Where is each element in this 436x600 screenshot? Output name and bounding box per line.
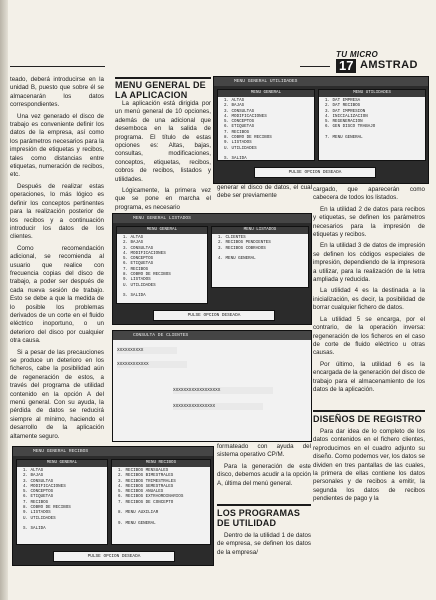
screen-caption: PULSE OPCION DESEADA bbox=[254, 167, 376, 178]
menu-item: 2. RECIBOS PENDIENTES bbox=[218, 241, 271, 246]
heading-bar bbox=[217, 504, 311, 506]
menu-item: S. SALIDA bbox=[23, 527, 46, 532]
form-field: XXXXXXXXXXXXXXXXXX bbox=[173, 387, 273, 394]
menu-item: 7. RECIBOS bbox=[123, 267, 149, 272]
heading-bar bbox=[115, 77, 211, 79]
menu-item: 9. LISTADOS bbox=[224, 141, 252, 146]
paragraph: Para dar idea de lo completo de los datos contenidos en el fichero clientes, reproducimos en el cuadro adjunto su diseño. Como podemos ver, los datos se dividen en tres pantallas de las cuales, la primera de ellas contiene los datos personales y de recibos a emitir, la segunda los datos de recibos pendientes de pago y la bbox=[313, 428, 425, 503]
text-column-2c bbox=[217, 443, 311, 491]
pane-heading: MENU GENERAL bbox=[17, 460, 107, 467]
pane-heading: MENU GENERAL bbox=[117, 227, 207, 234]
text-column-1 bbox=[10, 76, 104, 444]
menu-item: 5. CONCEPTOS bbox=[23, 490, 54, 495]
text-column-2d bbox=[217, 532, 311, 560]
paragraph: Como recomendación adicional, se recomienda al usuario que realice con frecuencia copias del disco de trabajo, a poder ser después de cada nueva sesión de trabajo. Esto se debe a que la medida de lo posible los problemas derivados de un corte en el fluido eléctrico inoportuno, o un deterioro del disco por cualquier otra causa. bbox=[10, 244, 104, 345]
menu-item: 1. ALTAS bbox=[23, 469, 44, 473]
menu-list bbox=[123, 236, 207, 300]
menu-list bbox=[224, 99, 314, 163]
pane-menu-general bbox=[217, 89, 315, 161]
menu-item: U. UTILIDADES bbox=[224, 146, 257, 151]
menu-list bbox=[118, 469, 210, 527]
menu-item: 4. INICIALIZACION bbox=[325, 114, 368, 119]
pane-menu-recibos bbox=[111, 459, 211, 545]
text-column-3b bbox=[313, 428, 425, 507]
menu-item: 5. REGENERACION bbox=[325, 120, 363, 125]
menu-item: 6. RECIBOS EXTRAORDINARIOS bbox=[118, 495, 184, 500]
menu-item: 3. CONSULTAS bbox=[23, 479, 54, 484]
menu-item: 4. MENU GENERAL bbox=[218, 257, 256, 262]
menu-item: 8. COBRO DE RECIBOS bbox=[123, 273, 171, 278]
menu-item: 3. CONSULTAS bbox=[123, 246, 154, 251]
menu-list bbox=[218, 236, 308, 262]
page-header bbox=[300, 50, 428, 74]
text-column-2 bbox=[115, 100, 211, 215]
section-heading-menu-general: MENU GENERAL DE LA APLICACION bbox=[115, 80, 206, 100]
menu-item: 8. COBRO DE RECIBOS bbox=[23, 506, 71, 511]
section-heading-disenos: DISEÑOS DE REGISTRO bbox=[313, 414, 422, 424]
screenshot-listados bbox=[112, 213, 312, 325]
pane-heading: MENU RECIBOS bbox=[112, 460, 210, 467]
paragraph: En la utilidad 3 de datos de impresión se definen los códigos especiales de impresión, dependiendo de la impresora a utilizar, para la realización de la letra ampliada y reducida. bbox=[313, 242, 425, 284]
menu-item: 2. BAJAS bbox=[224, 104, 245, 109]
paragraph: Por último, la utilidad 6 es la encargada de la generación del disco de trabajo para el almacenamiento de los datos de la aplicación. bbox=[313, 360, 425, 393]
screen-title: MENU GENERAL LISTADOS bbox=[113, 214, 311, 223]
menu-item: 9. LISTADOS bbox=[23, 511, 51, 516]
paragraph: Dentro de la utilidad 1 de datos de empresa, se definen los datos de la empresa/ bbox=[217, 532, 311, 556]
menu-item: 8. COBRO DE RECIBOS bbox=[224, 136, 272, 141]
menu-item: 8. MENU AUXILIAR bbox=[118, 511, 159, 516]
menu-item: 1. ALTAS bbox=[123, 236, 144, 240]
pane-menu-utilidades bbox=[318, 89, 426, 161]
menu-item: 6. ETIQUETAS bbox=[224, 125, 255, 130]
paragraph: Una vez generado el disco de trabajo es conveniente definir los datos de la empresa, así como los parámetros necesarios para la impresión de etiquetas y recibos, tales como distancias entre etiquetas, numeración de recibos, etc. bbox=[10, 112, 104, 179]
paragraph: generar el disco de datos, el cual debe ser previamente bbox=[217, 184, 312, 200]
pane-heading: MENU UTILIDADES bbox=[319, 90, 425, 97]
menu-item: 9. LISTADOS bbox=[123, 278, 151, 283]
header-rule bbox=[300, 66, 330, 67]
pane-heading: MENU LISTADOS bbox=[212, 227, 308, 234]
menu-item: 5. CONCEPTOS bbox=[224, 120, 255, 125]
menu-item: 6. GEN DISCO TRABAJO bbox=[325, 125, 376, 130]
form-field: XXXXXXXXXXXXXXXX bbox=[173, 403, 263, 410]
screen-title: MENU GENERAL RECIBOS bbox=[13, 447, 213, 456]
menu-item: S. SALIDA bbox=[224, 157, 247, 162]
screen-title: MENU GENERAL UTILIDADES bbox=[214, 77, 428, 86]
menu-item: 2. RECIBOS BIMESTRALES bbox=[118, 474, 174, 479]
menu-item: 6. ETIQUETAS bbox=[23, 495, 54, 500]
paragraph: cargado, que aparecerán como cabecera de todos los listados. bbox=[313, 186, 425, 202]
page-spine bbox=[0, 0, 8, 600]
brand-label: TU MICRO bbox=[336, 50, 378, 59]
menu-item: S. SALIDA bbox=[123, 294, 146, 299]
screen-title: CONSULTA DE CLIENTES bbox=[113, 331, 311, 340]
screen-caption: PULSE OPCION DESEADA bbox=[53, 551, 175, 562]
menu-item: U. UTILIDADES bbox=[123, 283, 156, 288]
menu-item: 4. MODIFICACIONES bbox=[23, 484, 66, 489]
menu-item: 1. RECIBOS MENSUALES bbox=[118, 469, 169, 473]
menu-item: 1. CLIENTES bbox=[218, 236, 246, 240]
paragraph: La utilidad 5 se encarga, por el contrario, de la operación inversa: regeneración de los ficheros en el caso de corte de fluido eléctrico u otras causas. bbox=[313, 315, 425, 357]
paragraph: La utilidad 4 es la destinada a la inicialización, es decir, la posibilidad de borrar cualquier fichero de datos. bbox=[313, 287, 425, 312]
form-field: XXXXXXXXXX bbox=[117, 347, 177, 354]
paragraph: En la utilidad 2 de datos para recibos y etiquetas, se definen los parámetros necesarios para la impresión de etiquetas y recibos. bbox=[313, 205, 425, 239]
text-column-3 bbox=[313, 186, 425, 397]
paragraph: La aplicación está dirigida por un menú general de 10 opciones, además de una adicional que desemboca en la salida de programa. El título de estas opciones es: Altas, bajas, consultas, modificaciones, conceptos, etiquetas, recibos, cobros de recibos, listados y utilidades. bbox=[115, 100, 211, 183]
menu-list bbox=[23, 469, 107, 533]
menu-item: 2. BAJAS bbox=[123, 241, 144, 246]
paragraph: Después de realizar estas operaciones, lo más lógico es definir los conceptos pertinentes para la realización posterior de los recibos y a continuación introducir los datos de los clientes. bbox=[10, 182, 104, 241]
text-column-2b bbox=[217, 184, 312, 204]
menu-item: 4. MODIFICACIONES bbox=[224, 114, 267, 119]
menu-item: 2. DAT RECIBOS bbox=[325, 104, 361, 109]
menu-item: 3. RECIBOS TRIMESTRALES bbox=[118, 479, 176, 484]
magazine-title: AMSTRAD bbox=[360, 59, 418, 71]
menu-item: 3. CONSULTAS bbox=[224, 109, 255, 114]
menu-item: 7. RECIBOS bbox=[224, 130, 250, 135]
menu-item: 3. DAT IMPRESION bbox=[325, 109, 366, 114]
menu-item: 1. ALTAS bbox=[224, 99, 245, 103]
screenshot-recibos bbox=[12, 446, 214, 566]
screenshot-utilidades bbox=[213, 76, 429, 184]
menu-item: 2. BAJAS bbox=[23, 474, 44, 479]
col1-rule bbox=[10, 66, 105, 67]
page-number: 17 bbox=[336, 59, 356, 73]
menu-item: 3. RECIBOS COBRADOS bbox=[218, 246, 266, 251]
pane-heading: MENU GENERAL bbox=[218, 90, 314, 97]
paragraph: formateado con ayuda del sistema operativo CP/M. bbox=[217, 443, 311, 459]
menu-list bbox=[325, 99, 425, 141]
section-heading-utilidad: LOS PROGRAMAS DE UTILIDAD bbox=[217, 508, 301, 528]
menu-item: 5. RECIBOS ANUALES bbox=[118, 490, 164, 495]
menu-item: 4. RECIBOS SEMESTRALES bbox=[118, 484, 174, 489]
menu-item: 7. MENU GENERAL bbox=[325, 136, 363, 141]
menu-item: 7. RECIBOS DE CONCEPTO bbox=[118, 500, 174, 505]
menu-item: U. UTILIDADES bbox=[23, 516, 56, 521]
paragraph: Si a pesar de las precauciones se produce un deterioro en los ficheros, cabe la posibilidad aún de regeneración de estos, a través del programa de utilidad contenido en la opción A del menú general. Con su ayuda, la pérdida de datos se reducirá siempre al mínimo, haciendo el desarrollo de la aplicación altamente seguro. bbox=[10, 348, 104, 440]
menu-item: 9. MENU GENERAL bbox=[118, 521, 156, 526]
menu-item: 1. DAT EMPRESA bbox=[325, 99, 361, 103]
paragraph: Para la generación de este disco, debemos acudir a la opción A, última del menú general. bbox=[217, 462, 311, 487]
heading-bar bbox=[313, 410, 425, 412]
menu-item: 6. ETIQUETAS bbox=[123, 262, 154, 267]
paragraph: teado, deberá introducirse en la unidad B, puesto que sobre él se almacenarán los datos correspondientes. bbox=[10, 76, 104, 109]
screen-caption: PULSE OPCION DESEADA bbox=[153, 310, 275, 321]
paragraph: Lógicamente, la primera vez que se pone en marcha el programa, es necesario bbox=[115, 187, 211, 211]
pane-menu-listados bbox=[211, 226, 309, 288]
pane-menu-general bbox=[116, 226, 208, 304]
pane-menu-general bbox=[16, 459, 108, 545]
menu-item: 4. MODIFICACIONES bbox=[123, 251, 166, 256]
menu-item: 7. RECIBOS bbox=[23, 500, 49, 505]
menu-item: 5. CONCEPTOS bbox=[123, 257, 154, 262]
form-field: XXXXXXXXXXXX bbox=[117, 361, 187, 368]
screenshot-consulta bbox=[112, 330, 312, 442]
